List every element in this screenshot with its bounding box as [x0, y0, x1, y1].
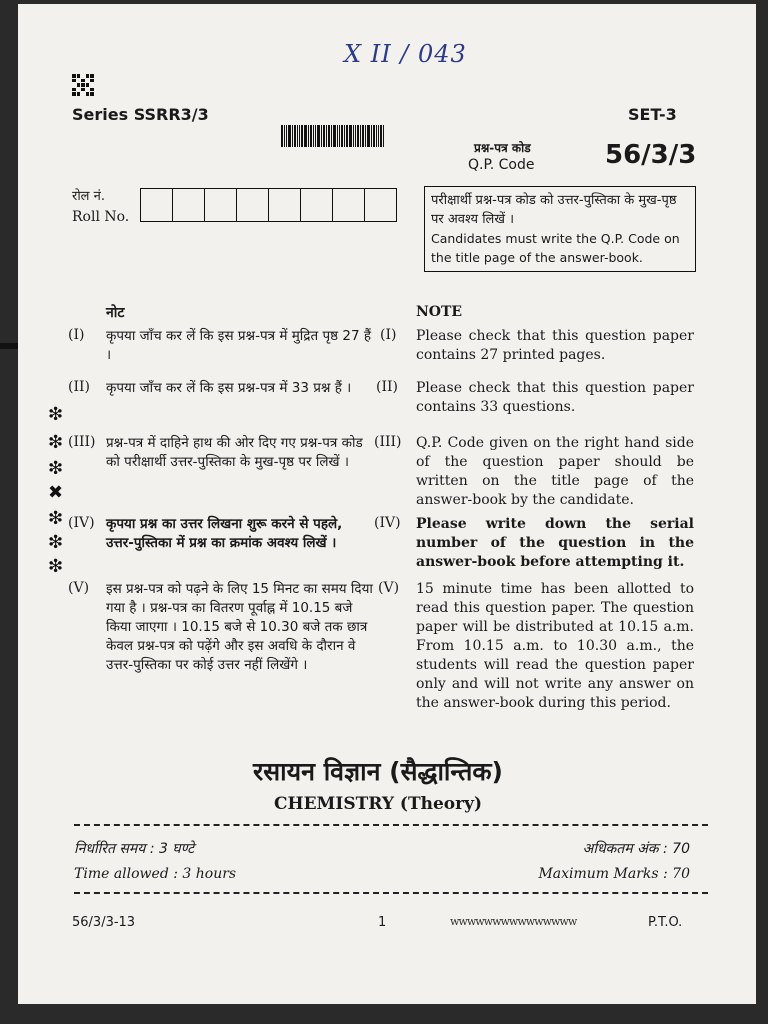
asterisk-icon: ❇	[48, 458, 64, 479]
divider	[74, 892, 708, 894]
roll-label-hi: रोल नं.	[72, 189, 105, 204]
note-item-en: 15 minute time has been allotted to read this question paper. The question paper will be distributed at 10.15 a.m. From 10.15 a.m. to 10.30 a.m., the students will read the question paper only and will not write any answer on the answer-book during this period.	[416, 581, 694, 711]
note-item-hi: कृपया जाँच कर लें कि इस प्रश्न-पत्र में 33 प्रश्न हैं ।	[106, 380, 352, 396]
note-item-number: (II)	[68, 379, 90, 395]
roll-digit-box[interactable]	[365, 189, 396, 221]
note-item-en: Please write down the serial number of the question in the answer-book before attempting it.	[416, 516, 694, 570]
note-heading-hi: नोट	[106, 305, 125, 321]
pto-label: P.T.O.	[648, 915, 683, 930]
qp-code-label-hi: प्रश्न-पत्र कोड	[474, 141, 531, 155]
subject-title-en: CHEMISTRY (Theory)	[274, 794, 482, 814]
qp-code-label-en: Q.P. Code	[468, 157, 535, 173]
qp-code-notice-box	[424, 186, 696, 272]
page-number: 1	[378, 915, 387, 930]
note-item-number: (I)	[68, 327, 85, 343]
asterisk-icon: ❇	[48, 404, 64, 425]
qp-code-value: 56/3/3	[605, 140, 697, 170]
note-item-hi: प्रश्न-पत्र में दाहिने हाथ की ओर दिए गए प्रश्न-पत्र कोड को परीक्षार्थी उत्तर-पुस्तिका के मुख-पृष्ठ पर लिखें ।	[106, 435, 363, 470]
note-item-number: (I)	[380, 327, 397, 343]
notice-text-en: Candidates must write the Q.P. Code on the title page of the answer-book.	[431, 231, 680, 265]
note-item-en: Please check that this question paper contains 27 printed pages.	[416, 328, 694, 363]
roll-digit-box[interactable]	[141, 189, 173, 221]
asterisk-icon: ❇	[48, 532, 64, 553]
note-item-number: (V)	[378, 580, 400, 596]
notice-text-hi: परीक्षार्थी प्रश्न-पत्र कोड को उत्तर-पुस्तिका के मुख-पृष्ठ पर अवश्य लिखें ।	[431, 193, 677, 227]
barcode-icon	[281, 125, 384, 147]
max-marks-hi: अधिकतम अंक : 70	[582, 841, 690, 857]
asterisk-icon: ❇	[48, 432, 64, 453]
roll-digit-box[interactable]	[205, 189, 237, 221]
time-allowed-en: Time allowed : 3 hours	[74, 866, 237, 882]
roll-digit-box[interactable]	[333, 189, 365, 221]
scan-mark	[0, 343, 18, 349]
note-item-number: (IV)	[374, 515, 401, 531]
note-item-number: (V)	[68, 580, 90, 596]
asterisk-icon: ❇	[48, 508, 64, 529]
footer-code: 56/3/3-13	[72, 915, 136, 930]
exam-page	[18, 4, 756, 1004]
note-item-hi: कृपया प्रश्न का उत्तर लिखना शुरू करने से पहले, उत्तर-पुस्तिका में प्रश्न का क्रमांक अवश्य लिखें ।	[106, 516, 343, 551]
note-item-number: (II)	[376, 379, 398, 395]
asterisk-icon: ❇	[48, 556, 64, 577]
divider	[74, 824, 708, 826]
max-marks-en: Maximum Marks : 70	[538, 866, 690, 882]
set-label: SET-3	[628, 105, 677, 124]
note-item-en: Q.P. Code given on the right hand side of the question paper should be written on the title page of the answer-book by the candidate.	[416, 435, 694, 508]
note-item-hi: इस प्रश्न-पत्र को पढ़ने के लिए 15 मिनट का समय दिया गया है । प्रश्न-पत्र का वितरण पूर्वाह्न में 10.15 बजे किया जाएगा । 10.15 बजे से 10.30 बजे तक छात्र केवल प्रश्न-पत्र को पढ़ेंगे और इस अवधि के दौरान वे उत्तर-पुस्तिका पर कोई उत्तर नहीं लिखेंगे ।	[106, 581, 373, 673]
roll-digit-box[interactable]	[269, 189, 301, 221]
note-item-hi: कृपया जाँच कर लें कि इस प्रश्न-पत्र में मुद्रित पृष्ठ 27 हैं ।	[106, 328, 372, 363]
roll-number-boxes[interactable]	[140, 188, 397, 222]
roll-label-en: Roll No.	[72, 209, 130, 225]
time-allowed-hi: निर्धारित समय : 3 घण्टे	[74, 841, 195, 857]
note-item-number: (IV)	[68, 515, 95, 531]
roll-digit-box[interactable]	[301, 189, 333, 221]
roll-digit-box[interactable]	[237, 189, 269, 221]
note-item-number: (III)	[374, 434, 402, 450]
roll-digit-box[interactable]	[173, 189, 205, 221]
subject-title-hi: रसायन विज्ञान (सैद्धान्तिक)	[253, 757, 503, 786]
note-item-number: (III)	[68, 434, 96, 450]
note-item-en: Please check that this question paper contains 33 questions.	[416, 380, 694, 415]
qr-code-icon	[72, 74, 94, 96]
wavy-line: wwwwwwwwwwwwwww	[450, 915, 577, 928]
cross-icon: ✖	[48, 482, 64, 503]
series-label: Series SSRR3/3	[72, 105, 209, 124]
handwritten-code: X II / 043	[344, 40, 467, 68]
note-heading-en: NOTE	[416, 304, 463, 320]
